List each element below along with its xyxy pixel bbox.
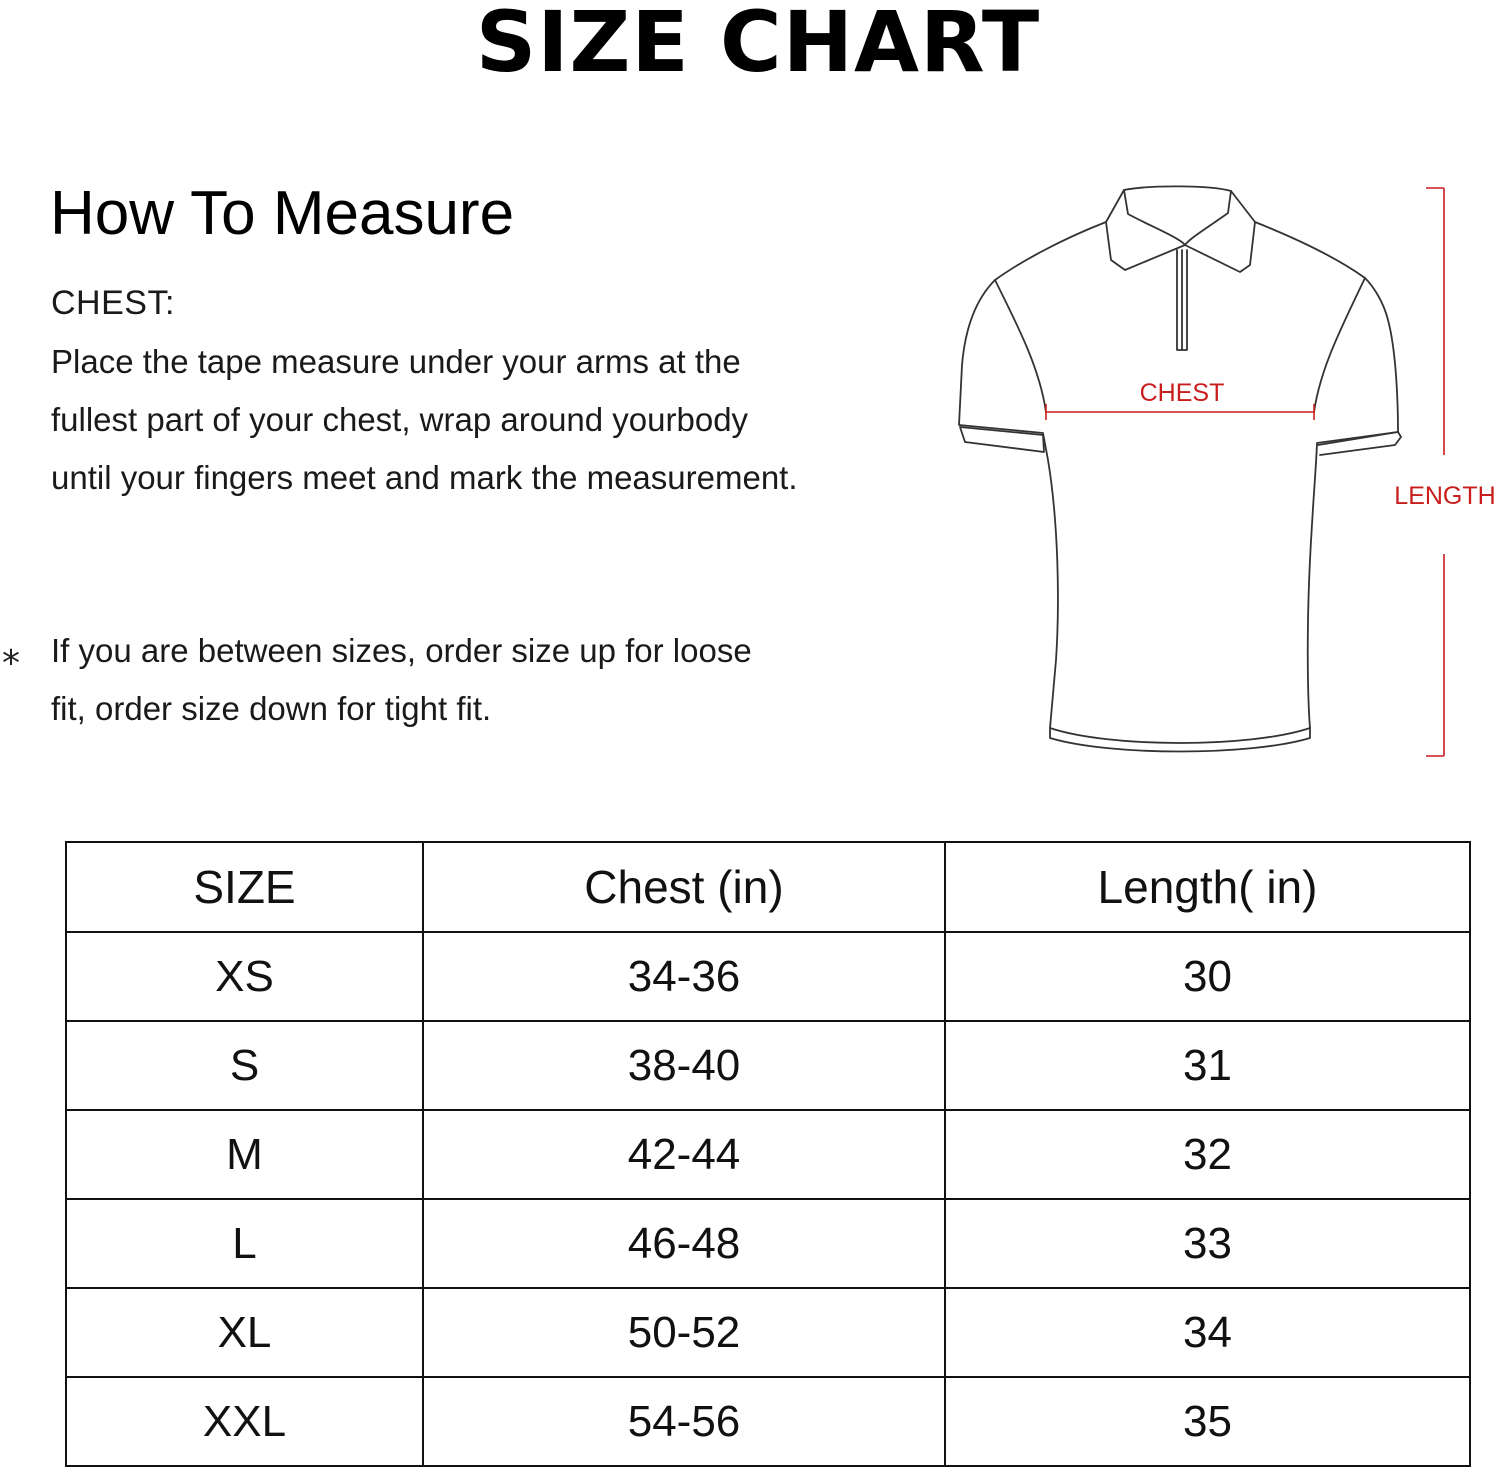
table-header-row: [66, 842, 1470, 932]
length-cell: 32: [945, 1110, 1470, 1199]
header-size: SIZE: [66, 842, 423, 932]
polo-shirt-diagram: [940, 170, 1500, 770]
length-cell: 34: [945, 1288, 1470, 1377]
size-cell: XXL: [66, 1377, 423, 1466]
table-row: [66, 1288, 1470, 1377]
tip-line: If you are between sizes, order size up for loose: [51, 632, 752, 669]
size-cell: XL: [66, 1288, 423, 1377]
chest-cell: 46-48: [423, 1199, 945, 1288]
table-row: [66, 1021, 1470, 1110]
chest-diagram-label: CHEST: [1139, 379, 1225, 407]
table-row: [66, 932, 1470, 1021]
length-cell: 30: [945, 932, 1470, 1021]
asterisk-icon: ⁎: [2, 631, 20, 672]
length-cell: 33: [945, 1199, 1470, 1288]
length-cell: 35: [945, 1377, 1470, 1466]
length-cell: 31: [945, 1021, 1470, 1110]
instruction-line: Place the tape measure under your arms at the: [51, 343, 741, 380]
tip-line: fit, order size down for tight fit.: [51, 690, 492, 727]
instruction-line: until your fingers meet and mark the measurement.: [51, 459, 798, 496]
chest-cell: 42-44: [423, 1110, 945, 1199]
how-to-measure-heading: How To Measure: [50, 179, 515, 248]
header-chest: Chest (in): [423, 842, 945, 932]
size-cell: S: [66, 1021, 423, 1110]
page-title: SIZE CHART: [475, 0, 1041, 91]
chest-cell: 34-36: [423, 932, 945, 1021]
chest-instructions: [51, 333, 931, 507]
length-diagram-label: LENGTH: [1394, 482, 1496, 510]
polo-shirt-icon: [959, 186, 1401, 751]
size-cell: L: [66, 1199, 423, 1288]
sizing-tip: [51, 622, 951, 738]
instruction-line: fullest part of your chest, wrap around yourbody: [51, 401, 749, 438]
size-cell: M: [66, 1110, 423, 1199]
length-measure-line: [1426, 188, 1444, 756]
chest-cell: 54-56: [423, 1377, 945, 1466]
table-row: [66, 1377, 1470, 1466]
header-length: Length( in): [945, 842, 1470, 932]
size-table: [65, 841, 1471, 1467]
table-row: [66, 1199, 1470, 1288]
table-row: [66, 1110, 1470, 1199]
chest-label: CHEST:: [51, 284, 175, 322]
size-cell: XS: [66, 932, 423, 1021]
chest-cell: 38-40: [423, 1021, 945, 1110]
chest-cell: 50-52: [423, 1288, 945, 1377]
